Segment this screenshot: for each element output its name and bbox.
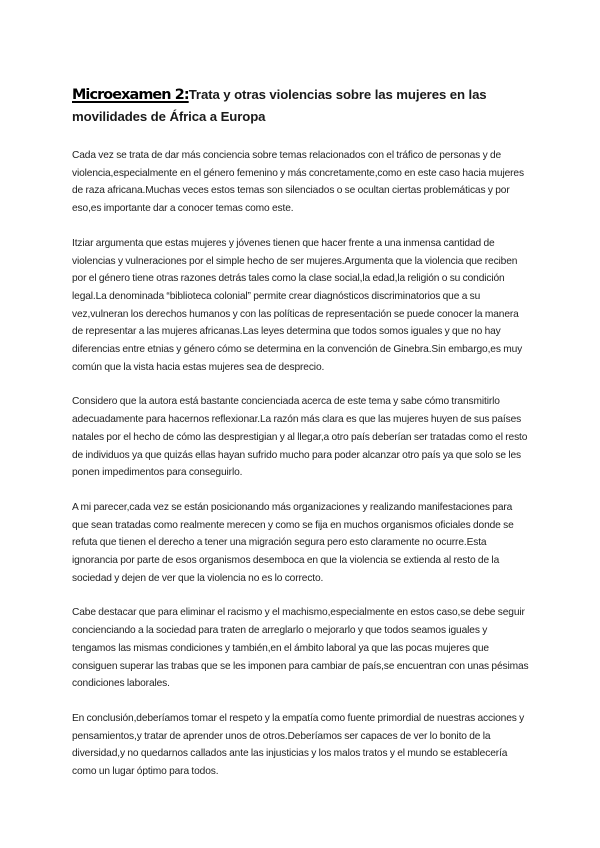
document-title [72, 84, 530, 127]
paragraph-6: En conclusión,deberíamos tomar el respeto y la empatía como fuente primordial de nuestras acciones y pensamientos,y tratar de aprender unos de otros.Deberíamos ser capaces de ver lo bonito de la diversidad,y no quedarnos callados ante las injusticias y los malos tratos y el mundo se establecería como un lugar óptimo para todos. [72, 712, 525, 778]
paragraph-2: Itziar argumenta que estas mujeres y jóvenes tienen que hacer frente a una inmensa cantidad de violencias y vulneraciones por el simple hecho de ser mujeres.Argumenta que la violencia que reciben por el género tiene otras razones detrás tales como la clase social,la edad,la religión o su condición legal.La denominada “biblioteca colonial” permite crear diagnósticos discriminatorios que a su vez,vulneran los derechos humanos y con las políticas de representación se puede conocer la manera de representar a las mujeres africanas.Las leyes determina que todos somos iguales y que no hay diferencias entre etnias y género cómo se determina en la convención de Ginebra.Sin embargo,es muy común que la vista hacia estas mujeres sea de desprecio. [72, 237, 523, 373]
paragraph-3: Considero que la autora está bastante concienciada acerca de este tema y sabe cómo transmitirlo adecuadamente para hacernos reflexionar.La razón más clara es que las mujeres huyen de sus países natales por el hecho de cómo las desprestigian y al llegar,a otro país deberían ser tratadas como el resto de individuos ya que quizás ellas hayan sufrido mucho para poder alcanzar otro país ya que solo se les ponen impedimentos para conseguirlo. [72, 396, 528, 479]
paragraph-5: Cabe destacar que para eliminar el racismo y el machismo,especialmente en estos caso,se debe seguir concienciando a la sociedad para traten de arreglarlo o mejorarlo y que todos seamos iguales y tengamos las mismas condiciones y también,en el ámbito laboral ya que las pocas mujeres que consiguen superar las trabas que se les imponen para cambiar de país,se encuentran con unas pésimas condiciones laborales. [72, 607, 529, 690]
document-page [72, 84, 530, 798]
title-prefix: Microexamen 2: [72, 87, 189, 103]
title-text: Trata y otras violencias sobre las mujeres en las movilidades de África a Europa [72, 87, 487, 124]
paragraph-4: A mi parecer,cada vez se están posicionando más organizaciones y realizando manifestaciones para que sean tratadas como realmente merecen y como se fija en muchos organismos oficiales donde se refuta que tienen el derecho a tener una migración segura pero esto claramente no ocurre.Esta ignorancia por parte de esos organismos desemboca en que la violencia se extienda al resto de la sociedad y dejen de ver que la violencia no es lo correcto. [72, 501, 514, 584]
paragraph-1: Cada vez se trata de dar más conciencia sobre temas relacionados con el tráfico de personas y de violencia,especialmente en el género femenino y más concretamente,como en este caso hacia mujeres de raza africana.Muchas veces estos temas son silenciados o se ocultan ciertas problemáticas y por eso,es importante dar a conocer temas como este. [72, 150, 524, 215]
